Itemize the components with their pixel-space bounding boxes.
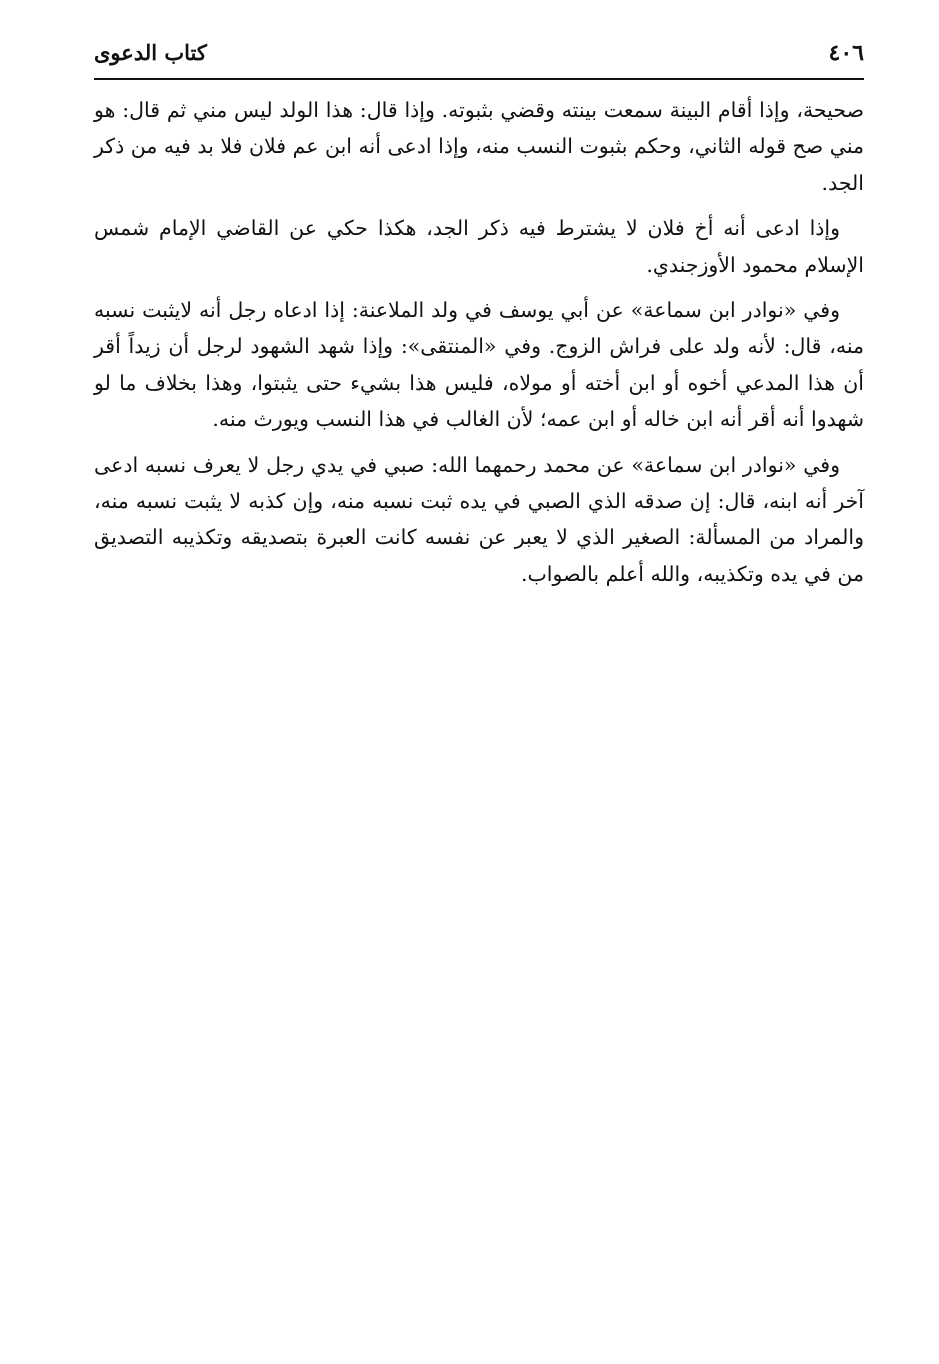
- page-number: ٤٠٦: [828, 40, 864, 66]
- running-title: كتاب الدعوى: [94, 40, 207, 65]
- paragraph: وفي «نوادر ابن سماعة» عن محمد رحمهما الله: صبي في يدي رجل لا يعرف نسبه ادعى آخر أنه ابنه، قال: إن صدقه الذي الصبي في يده ثبت نسبه منه، وإن كذبه لا يثبت نسبه منه، والمراد من المسألة: الصغير الذي لا يعبر عن نفسه كانت العبرة بتصديقه وتكذيبه التصديق من في يده وتكذيبه، والله أعلم بالصواب.: [94, 452, 864, 586]
- paragraph: وإذا ادعى أنه أخ فلان لا يشترط فيه ذكر الجد، هكذا حكي عن القاضي الإمام شمس الإسلام محمود الأوزجندي.: [94, 216, 864, 277]
- header-rule: [94, 78, 864, 80]
- body-text: [94, 92, 864, 601]
- paragraph: صحيحة، وإذا أقام البينة سمعت بينته وقضي بثبوته. وإذا قال: هذا الولد ليس مني ثم قال: هو مني صح قوله الثاني، وحكم بثبوت النسب منه، وإذا ادعى أنه ابن عم فلان فلا بد فيه من ذكر الجد.: [94, 98, 864, 195]
- page-header: [94, 36, 864, 76]
- paragraph: وفي «نوادر ابن سماعة» عن أبي يوسف في ولد الملاعنة: إذا ادعاه رجل أنه لايثبت نسبه منه، قال: لأنه ولد على فراش الزوج. وفي «المنتقى»: وإذا شهد الشهود لرجل أن زيداً أقر أن هذا المدعي أخوه أو ابن أخته أو مولاه، فليس هذا بشيء حتى يثبتوا، وهذا بخلاف ما لو شهدوا أنه أقر أنه ابن خاله أو ابن عمه؛ لأن الغالب في هذا النسب ويورث منه.: [94, 298, 864, 432]
